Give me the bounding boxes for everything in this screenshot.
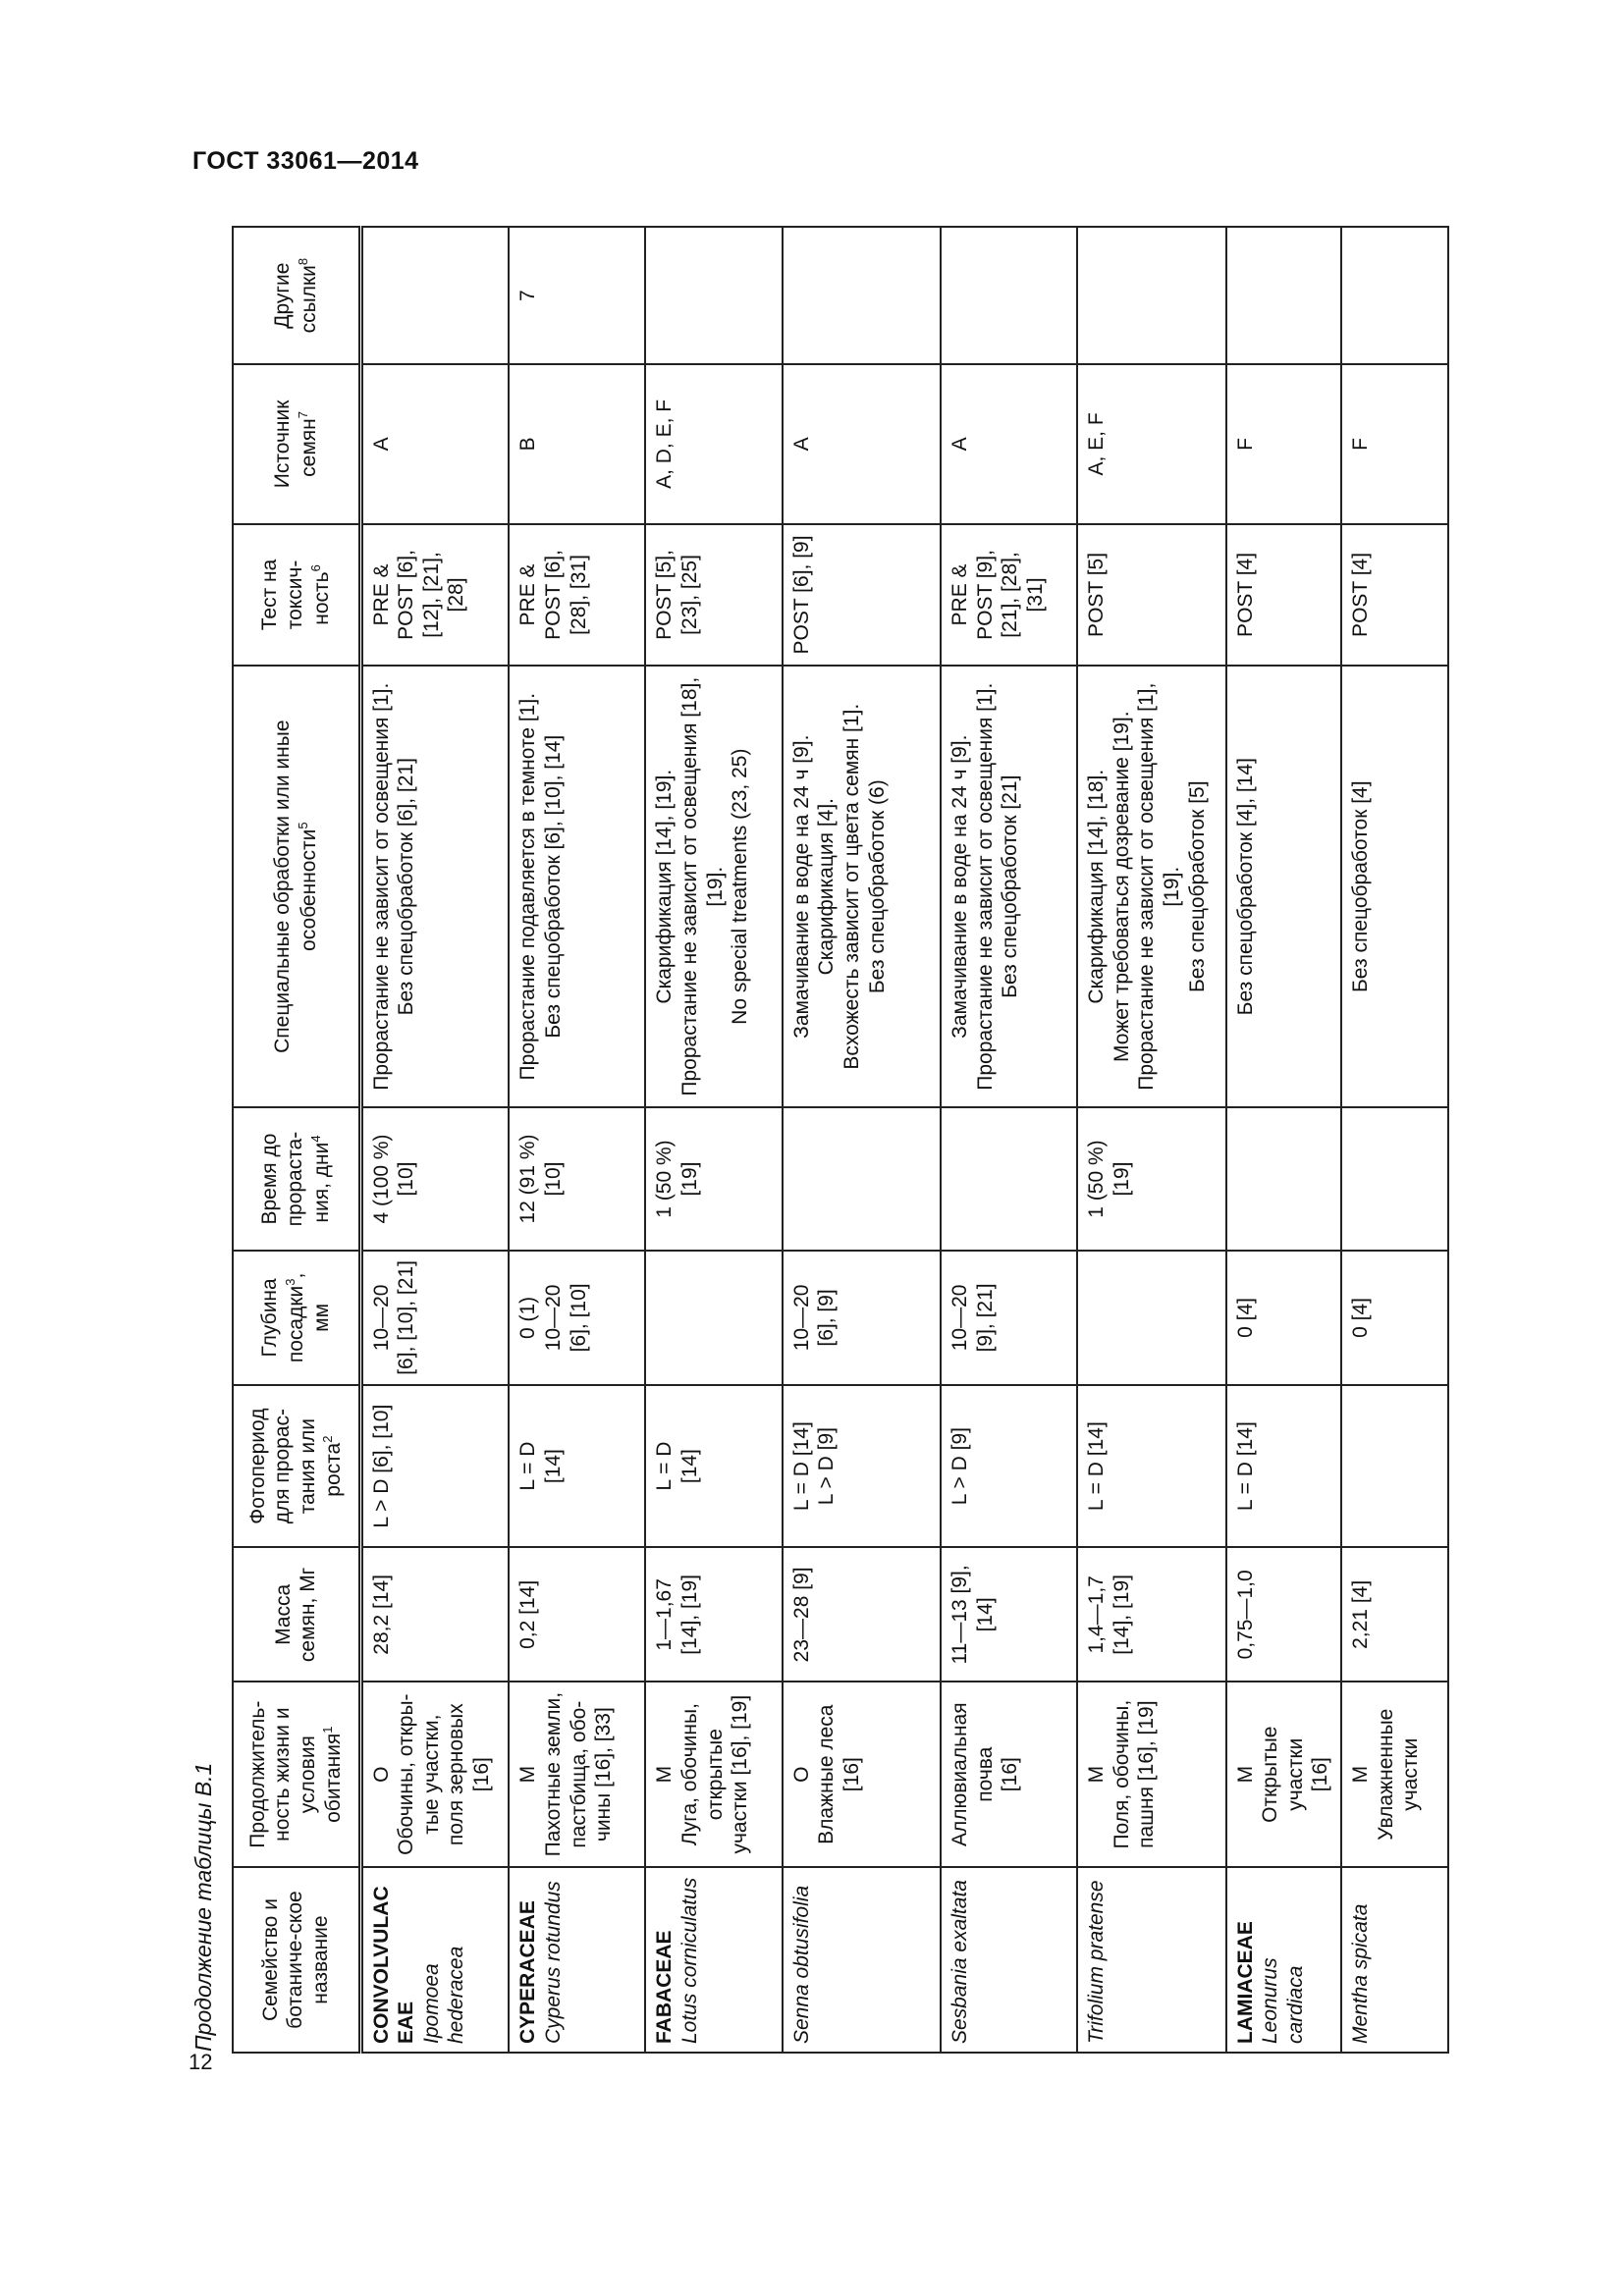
habitat-cell: М Увлажненные участки bbox=[1341, 1682, 1448, 1867]
column-header bbox=[233, 1385, 360, 1548]
other-refs-cell: 7 bbox=[509, 227, 645, 364]
other-refs-cell bbox=[360, 227, 509, 364]
seed-source-cell: F bbox=[1226, 364, 1341, 523]
planting-depth-cell: 0 [4] bbox=[1226, 1251, 1341, 1385]
column-header-label: Время до прораста-ния, дни bbox=[258, 1131, 333, 1227]
botanical-name-cell bbox=[941, 1867, 1077, 2053]
germination-time-cell bbox=[941, 1107, 1077, 1251]
column-header bbox=[233, 1107, 360, 1251]
table-row bbox=[783, 227, 941, 2053]
column-header-label: Фотопериод для прорас-тания или роста bbox=[245, 1408, 346, 1524]
other-refs-cell bbox=[1226, 227, 1341, 364]
treatment-cell: Скарификация [14], [19]. Прорастание не зависит от освещения [18], [19]. No special treatments (23, 25) bbox=[645, 666, 782, 1107]
species-name: Ipomoea hederacea bbox=[419, 1946, 468, 2044]
column-header-label: Специальные обработки или иные особенности bbox=[271, 720, 320, 1053]
other-refs-cell bbox=[645, 227, 782, 364]
other-refs-cell bbox=[1077, 227, 1225, 364]
species-name: Leonurus cardiaca bbox=[1259, 1957, 1307, 2044]
germination-time-cell bbox=[783, 1107, 941, 1251]
toxicity-test-cell: POST [5] bbox=[1077, 524, 1225, 667]
table-header-row bbox=[233, 227, 360, 2053]
seed-mass-cell: 0,75—1,0 bbox=[1226, 1547, 1341, 1682]
species-name: Lotus corniculatus bbox=[678, 1877, 702, 2044]
treatment-cell: Без спецобработок [4] bbox=[1341, 666, 1448, 1107]
column-header-label: Глубина посадки bbox=[258, 1278, 307, 1363]
toxicity-test-cell: POST [5], [23], [25] bbox=[645, 524, 782, 667]
planting-depth-cell: 0 [4] bbox=[1341, 1251, 1448, 1385]
botanical-name-cell bbox=[1226, 1867, 1341, 2053]
species-name: Sesbania exaltata bbox=[948, 1880, 972, 2044]
species-name: Senna obtusifolia bbox=[789, 1885, 813, 2044]
photoperiod-cell: L = D [14] L > D [9] bbox=[783, 1385, 941, 1548]
footnote-marker: 1 bbox=[320, 1726, 336, 1734]
photoperiod-cell bbox=[1341, 1385, 1448, 1548]
table-body bbox=[360, 227, 1448, 2053]
seed-mass-cell: 1—1,67 [14], [19] bbox=[645, 1547, 782, 1682]
seed-mass-cell: 23—28 [9] bbox=[783, 1547, 941, 1682]
footnote-marker: 6 bbox=[307, 564, 323, 572]
table-row bbox=[509, 227, 645, 2053]
column-header-label: Семейство и ботаниче-ское название bbox=[258, 1891, 333, 2029]
seed-mass-cell: 11—13 [9], [14] bbox=[941, 1547, 1077, 1682]
page-number: 12 bbox=[189, 2050, 213, 2074]
habitat-cell: М Открытые участки [16] bbox=[1226, 1682, 1341, 1867]
seed-source-cell: B bbox=[509, 364, 645, 523]
other-refs-cell bbox=[783, 227, 941, 364]
botanical-name-cell bbox=[645, 1867, 782, 2053]
photoperiod-cell: L = D [14] bbox=[509, 1385, 645, 1548]
column-header bbox=[233, 524, 360, 667]
germination-time-cell: 12 (91 %) [10] bbox=[509, 1107, 645, 1251]
family-name: CONVOLVULACEAE bbox=[369, 1886, 418, 2044]
seed-mass-cell: 28,2 [14] bbox=[360, 1547, 509, 1682]
column-header-unit: , мм bbox=[284, 1272, 333, 1332]
treatment-cell: Скарификация [14], [18]. Может требоваться дозревание [19]. Прорастание не зависит от освещения [1], [19]. Без спецобработок [5] bbox=[1077, 666, 1225, 1107]
treatment-cell: Замачивание в воде на 24 ч [9]. Скарификация [4]. Всхожесть зависит от цвета семян [1]. Без спецобработок (6) bbox=[783, 666, 941, 1107]
seed-mass-cell: 1,4—1,7 [14], [19] bbox=[1077, 1547, 1225, 1682]
column-header-label: Масса семян, Мг bbox=[271, 1567, 320, 1663]
seed-mass-cell: 0,2 [14] bbox=[509, 1547, 645, 1682]
botanical-name-cell bbox=[1341, 1867, 1448, 2053]
family-name: LAMIACEAE bbox=[1233, 1921, 1257, 2044]
document-code: ГОСТ 33061—2014 bbox=[192, 147, 419, 175]
toxicity-test-cell: PRE & POST [6], [28], [31] bbox=[509, 524, 645, 667]
column-header-label: Другие ссылки bbox=[271, 262, 320, 334]
planting-depth-cell bbox=[1077, 1251, 1225, 1385]
family-name: FABACEAE bbox=[653, 1930, 677, 2044]
botanical-name-cell bbox=[360, 1867, 509, 2053]
germination-time-cell bbox=[1341, 1107, 1448, 1251]
seed-source-cell: A bbox=[360, 364, 509, 523]
footnote-marker: 4 bbox=[307, 1135, 323, 1143]
photoperiod-cell: L = D [14] bbox=[645, 1385, 782, 1548]
other-refs-cell bbox=[941, 227, 1077, 364]
column-header-label: Тест на токсич-ность bbox=[258, 559, 333, 631]
table-row bbox=[1077, 227, 1225, 2053]
seed-source-cell: A, D, E, F bbox=[645, 364, 782, 523]
rotated-table-block bbox=[187, 226, 1449, 2054]
photoperiod-cell: L > D [6], [10] bbox=[360, 1385, 509, 1548]
seed-mass-cell: 2,21 [4] bbox=[1341, 1547, 1448, 1682]
table-row bbox=[1341, 227, 1448, 2053]
table-row bbox=[941, 227, 1077, 2053]
column-header-label: Источник семян bbox=[271, 400, 320, 489]
column-header bbox=[233, 227, 360, 364]
photoperiod-cell: L = D [14] bbox=[1226, 1385, 1341, 1548]
toxicity-test-cell: PRE & POST [9], [21], [28], [31] bbox=[941, 524, 1077, 667]
botanical-name-cell bbox=[1077, 1867, 1225, 2053]
footnote-marker: 8 bbox=[295, 257, 310, 266]
habitat-cell: О Влажные леса [16] bbox=[783, 1682, 941, 1867]
footnote-marker: 2 bbox=[320, 1435, 336, 1443]
germination-time-cell: 1 (50 %) [19] bbox=[1077, 1107, 1225, 1251]
species-name: Mentha spicata bbox=[1348, 1903, 1372, 2044]
planting-depth-cell: 0 (1) 10—20 [6], [10] bbox=[509, 1251, 645, 1385]
habitat-cell: Аллювиальная почва [16] bbox=[941, 1682, 1077, 1867]
table-row bbox=[360, 227, 509, 2053]
species-name: Cyperus rotundus bbox=[541, 1881, 565, 2044]
seed-source-cell: A bbox=[941, 364, 1077, 523]
treatment-cell: Без спецобработок [4], [14] bbox=[1226, 666, 1341, 1107]
table-caption: Продолжение таблицы В.1 bbox=[190, 1762, 216, 2052]
treatment-cell: Замачивание в воде на 24 ч [9]. Прорастание не зависит от освещения [1]. Без спецобработок [21] bbox=[941, 666, 1077, 1107]
photoperiod-cell: L > D [9] bbox=[941, 1385, 1077, 1548]
planting-depth-cell: 10—20 [6], [10], [21] bbox=[360, 1251, 509, 1385]
footnote-marker: 3 bbox=[282, 1278, 298, 1286]
seed-data-table bbox=[232, 226, 1449, 2054]
table-row bbox=[645, 227, 782, 2053]
column-header bbox=[233, 1682, 360, 1867]
seed-source-cell: A bbox=[783, 364, 941, 523]
footnote-marker: 5 bbox=[295, 822, 310, 829]
photoperiod-cell: L = D [14] bbox=[1077, 1385, 1225, 1548]
toxicity-test-cell: POST [6], [9] bbox=[783, 524, 941, 667]
toxicity-test-cell: POST [4] bbox=[1341, 524, 1448, 667]
toxicity-test-cell: PRE & POST [6], [12], [21], [28] bbox=[360, 524, 509, 667]
planting-depth-cell: 10—20 [6], [9] bbox=[783, 1251, 941, 1385]
species-name: Trifolium pratense bbox=[1085, 1880, 1109, 2044]
footnote-marker: 7 bbox=[295, 410, 310, 419]
column-header bbox=[233, 666, 360, 1107]
planting-depth-cell: 10—20 [9], [21] bbox=[941, 1251, 1077, 1385]
treatment-cell: Прорастание подавляется в темноте [1]. Без спецобработок [6], [10], [14] bbox=[509, 666, 645, 1107]
table-row bbox=[1226, 227, 1341, 2053]
toxicity-test-cell: POST [4] bbox=[1226, 524, 1341, 667]
seed-source-cell: A, E, F bbox=[1077, 364, 1225, 523]
habitat-cell: О Обочины, откры-тые участки, поля зерновых [16] bbox=[360, 1682, 509, 1867]
planting-depth-cell bbox=[645, 1251, 782, 1385]
botanical-name-cell bbox=[783, 1867, 941, 2053]
column-header bbox=[233, 1867, 360, 2053]
germination-time-cell: 1 (50 %) [19] bbox=[645, 1107, 782, 1251]
germination-time-cell: 4 (100 %) [10] bbox=[360, 1107, 509, 1251]
habitat-cell: М Поля, обочины, пашня [16], [19] bbox=[1077, 1682, 1225, 1867]
habitat-cell: М Пахотные земли, пастбища, обо-чины [16], [33] bbox=[509, 1682, 645, 1867]
germination-time-cell bbox=[1226, 1107, 1341, 1251]
column-header bbox=[233, 1547, 360, 1682]
habitat-cell: М Луга, обочины, открытые участки [16], [19] bbox=[645, 1682, 782, 1867]
column-header-label: Продолжитель-ность жизни и условия обитания bbox=[245, 1700, 346, 1848]
botanical-name-cell bbox=[509, 1867, 645, 2053]
treatment-cell: Прорастание не зависит от освещения [1]. Без спецобработок [6], [21] bbox=[360, 666, 509, 1107]
column-header bbox=[233, 1251, 360, 1385]
other-refs-cell bbox=[1341, 227, 1448, 364]
column-header bbox=[233, 364, 360, 523]
seed-source-cell: F bbox=[1341, 364, 1448, 523]
family-name: CYPERACEAE bbox=[516, 1900, 540, 2044]
